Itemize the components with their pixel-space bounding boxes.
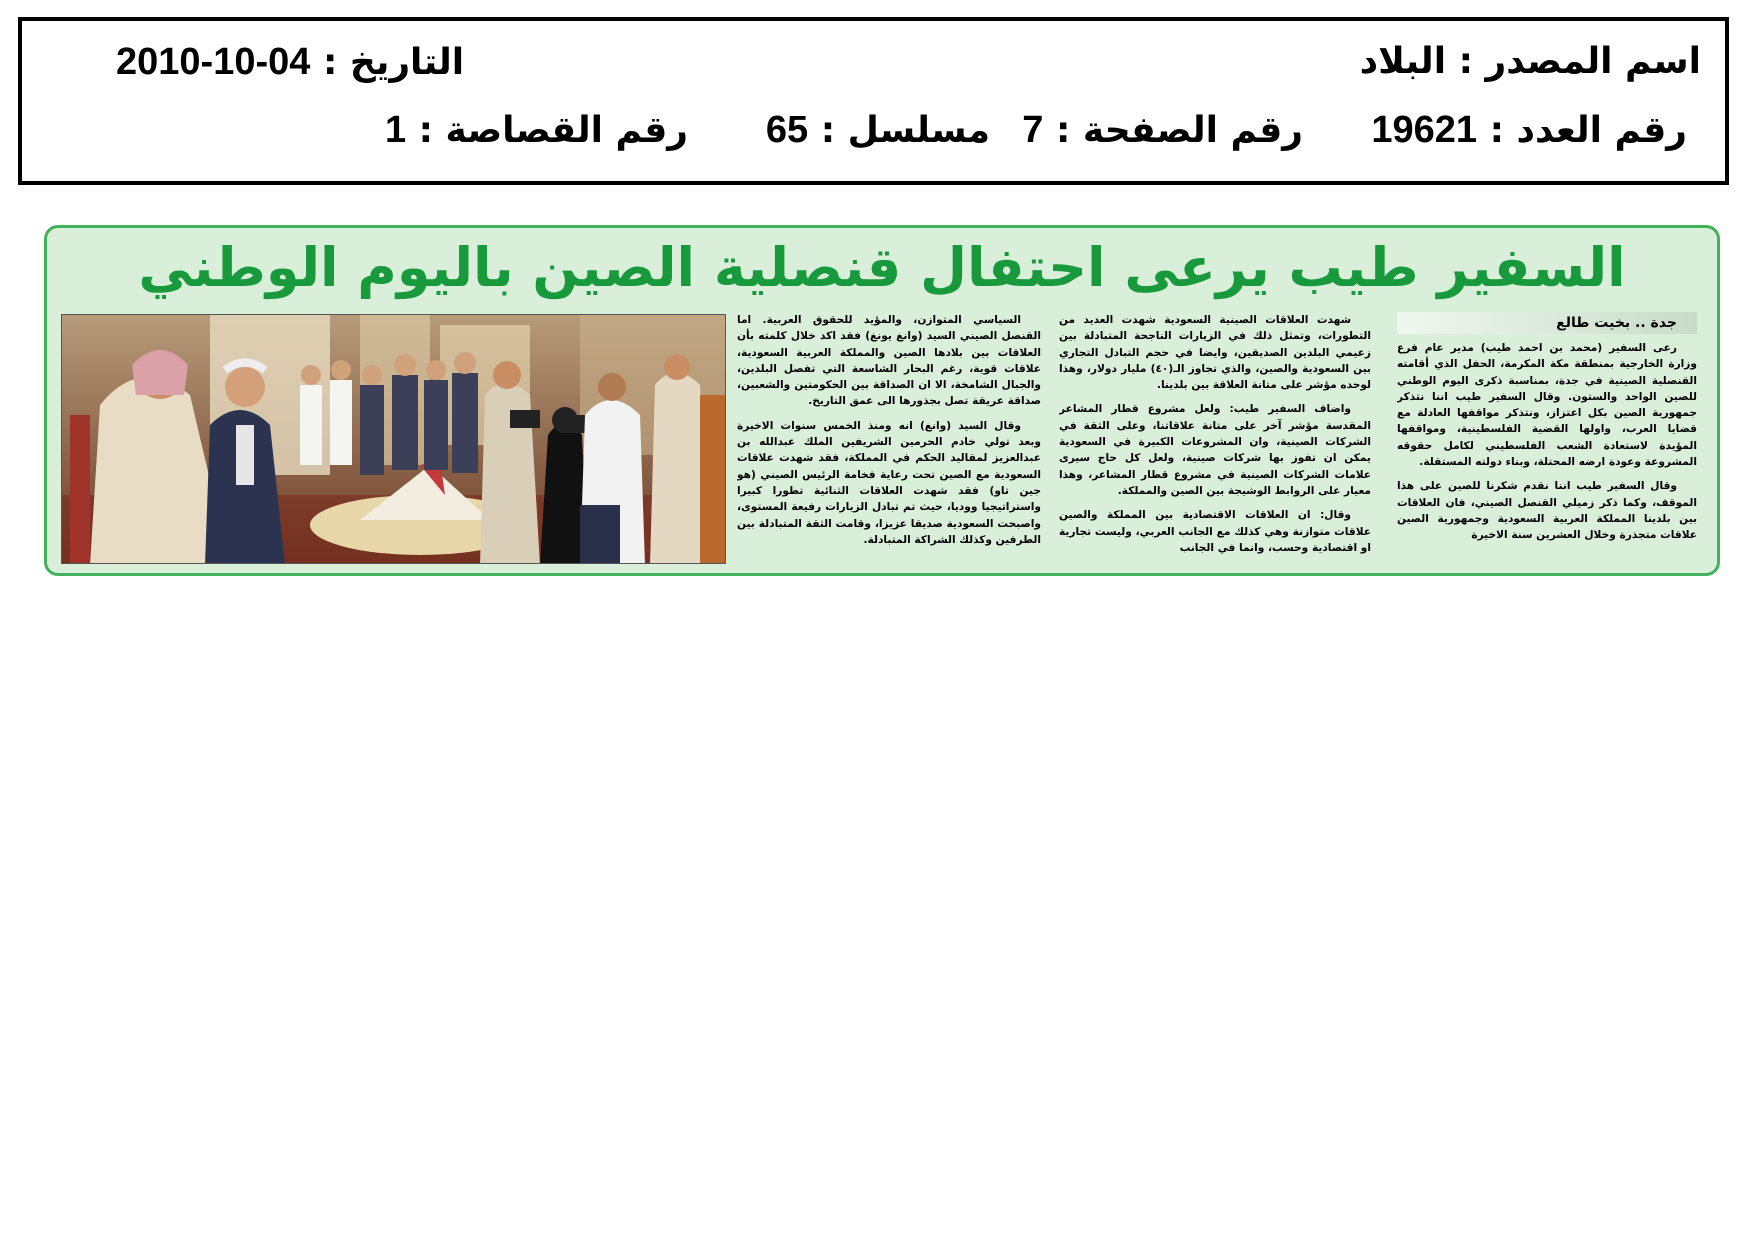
column-3-paragraph-2: وقال السيد (وانغ) انه ومنذ الخمس سنوات الاخيرة وبعد تولي خادم الحرمين الشريفين الملك عبدالله بن عبدالعزيز لمقاليد الحكم في المملكة، فقد شهدت علاقات السعودية مع الصين تحت رعاية فخامة الرئيس الصيني (هو جين تاو) فقد شهدت العلاقات الثنائية تطورا كبيرا واستراتيجيا ووديا، حيث تم تبادل الزيارات رفيعة المستوى، واصبحت السعودية صديقا عزيزا، وقامت الثقة المتبادلة بين الطرفين وكذلك الشراكة المتبادلة.	[737, 419, 1041, 546]
page-number: رقم الصفحة : 7	[1022, 109, 1303, 151]
column-2-paragraph-2: واضاف السفير طيب: ولعل مشروع قطار المشاعر المقدسة مؤشر آخر على متانة علاقاتنا، وعلى الثقة في الشركات الصينية، وان المشروعات الكبيرة في السعودية يمكن ان تفوز بها شركات صينية، ولعل كل حاج سيرى علامات الشركات الصينية في مشروع قطار المشاعر، وهذا معيار على الروابط الوشيجة بين الصين والمملكة.	[1059, 403, 1371, 497]
article-column-2	[1059, 312, 1371, 568]
newspaper-clipping	[44, 225, 1720, 576]
article-byline: جدة .. بخيت طالع	[1397, 312, 1697, 334]
column-1-paragraph-2: وقال السفير طيب اننا نقدم شكرنا للصين على هذا الموقف، وكما ذكر زميلي القنصل الصيني، فان العلاقات بين بلدينا المملكة العربية السعودية وجمهورية الصين علاقات متجذرة وخلال العشرين سنة الاخيرة	[1397, 480, 1697, 542]
clipping-metadata-box	[18, 17, 1729, 185]
column-2-paragraph-1: شهدت العلاقات الصينية السعودية شهدت العديد من التطورات، وتمثل ذلك في الزيارات الناجحة المتبادلة بين زعيمي البلدين الصديقين، وايضا في حجم التبادل التجاري بين السعودية والصين، والذي تجاوز الـ(٤٠) مليار دولار، وهذا لوحده مؤشر على متانة العلاقة بين بلدينا.	[1059, 314, 1371, 392]
column-3-paragraph-1: السياسي المتوازن، والمؤيد للحقوق العربية. اما القنصل الصيني السيد (وانغ يونغ) فقد اكد خلال كلمته بأن العلاقات بين بلادها الصين والمملكة العربية السعودية، علاقات قوية، رغم البحار الشاسعة التي تفصل البلدين، والجبال الشامخة، الا ان الصداقة بين الحكومتين والشعبين، صداقة عريقة تصل بجذورها الى عمق التاريخ.	[737, 314, 1041, 408]
date-value: 2010-10-04	[116, 41, 311, 83]
article-headline: السفير طيب يرعى احتفال قنصلية الصين باليوم الوطني	[138, 236, 1626, 299]
column-2-paragraph-3: وقال: ان العلاقات الاقتصادية بين المملكة والصين علاقات متوازنة وهي كذلك مع الجانب العربي، وليست تجارية او اقتصادية وحسب، وانما في الجانب	[1059, 509, 1371, 554]
issue-number: رقم العدد : 19621	[1371, 109, 1687, 151]
date-label: التاريخ :	[322, 42, 465, 83]
article-column-3	[737, 312, 1041, 568]
source-name: اسم المصدر : البلاد	[1359, 41, 1701, 82]
event-photo	[61, 314, 726, 564]
serial-number: مسلسل : 65	[765, 109, 990, 151]
date-field	[116, 41, 464, 84]
cake-cutting-ceremony-photo	[61, 315, 725, 564]
article-column-1	[1397, 340, 1697, 568]
column-1-paragraph-1: رعى السفير (محمد بن احمد طيب) مدير عام فرع وزارة الخارجية بمنطقة مكة المكرمة، الحفل الذي أقامته القنصلية الصينية في جدة، بمناسبة ذكرى اليوم الوطني للصين الواحد والستون. وقال السفير طيب اننا نتذكر جمهورية الصين بكل اعتزاز، ونتذكر مواقفها العادلة مع قضايا العرب، واولها القضية الفلسطينية، ومواقفها المؤيدة لاستعادة الشعب الفلسطيني لكامل حقوقه المشروعة وعودة ارضه المحتلة، وبناء دولته المستقلة.	[1397, 342, 1697, 469]
clip-number: رقم القصاصة : 1	[384, 109, 688, 151]
